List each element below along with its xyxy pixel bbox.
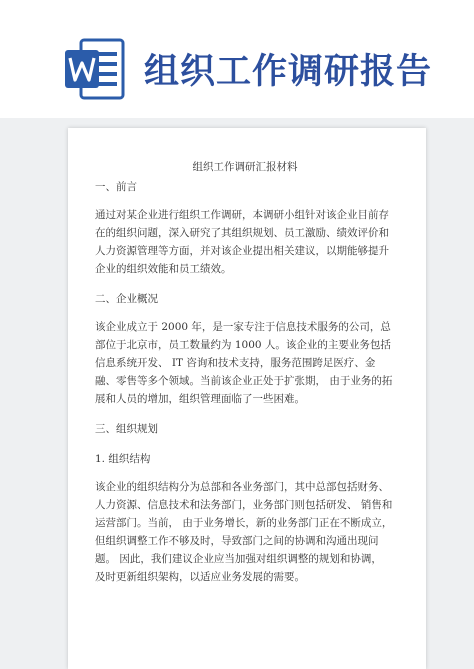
page-title: 组织工作调研报告 xyxy=(144,52,433,92)
word-document-icon xyxy=(65,38,125,100)
section-paragraph-preface: 通过对某企业进行组织工作调研，本调研小组针对该企业目前存在的组织问题，深入研究了其组织规划、员工激励、绩效评价和人力资源管理等方面，并对该企业提出相关建议，以期能够提升企业的组织效能和员工绩效。 xyxy=(95,209,389,275)
section-heading-planning: 三、组织规划 xyxy=(95,423,158,435)
subsection-heading-structure: 1. 组织结构 xyxy=(95,453,151,465)
page-header xyxy=(0,0,474,118)
section-heading-overview: 二、企业概况 xyxy=(95,293,158,305)
document-body xyxy=(95,150,395,598)
document-title: 组织工作调研汇报材料 xyxy=(192,161,298,173)
section-paragraph-structure: 该企业的组织结构分为总部和各业务部门，其中总部包括财务、人力资源、信息技术和法务部门，业务部门则包括研发、 销售和运营部门。当前， 由于业务增长，新的业务部门正在不断成立， 但组织调整工作不够及时，导致部门之间的协调和沟通出现问题。 因此，我们建议企业应当加强对组织调整的规划和协调， 及时更新组织架构，以适应业务发展的需要。 xyxy=(95,481,393,583)
section-paragraph-overview: 该企业成立于 2000 年，是一家专注于信息技术服务的公司，总部位于北京市，员工数量约为 1000 人。该企业的主要业务包括信息系统开发、 IT 咨询和技术支持，服务范围跨足医疗、金融、零售等多个领域。当前该企业正处于扩张期， 由于业务的拓展和人员的增加，组织管理面临了一些困难。 xyxy=(95,321,393,405)
section-heading-preface: 一、前言 xyxy=(95,181,137,193)
